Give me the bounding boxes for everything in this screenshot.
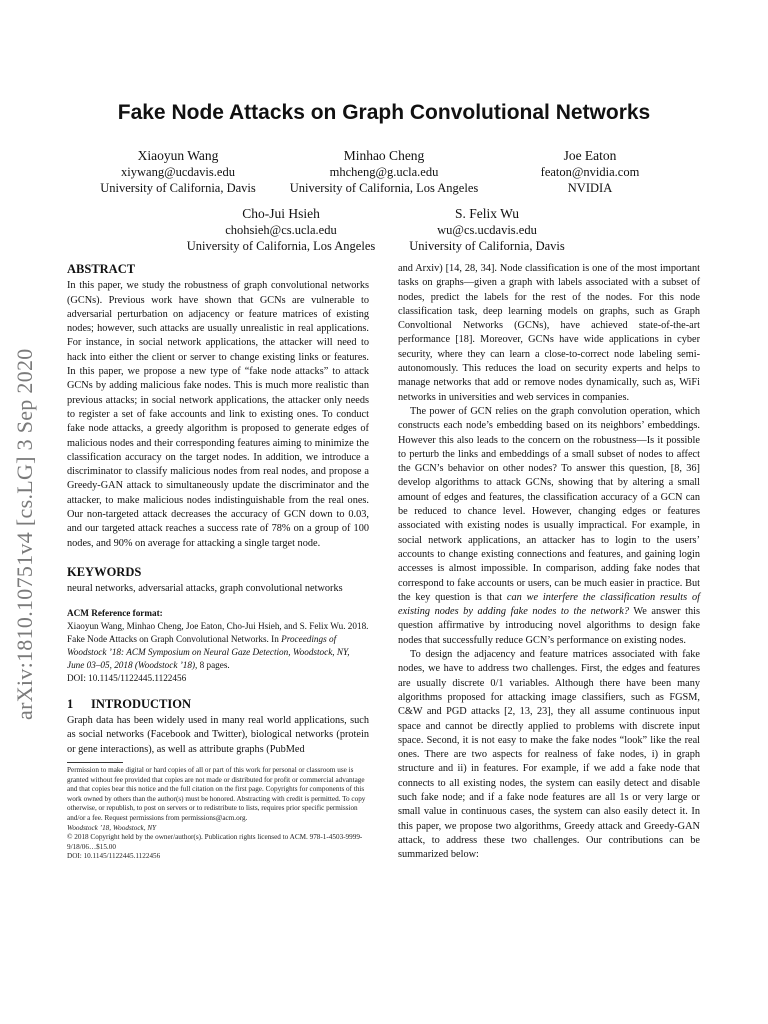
author-email: xiywang@ucdavis.edu: [121, 165, 235, 179]
acm-reference-pages: 8 pages.: [197, 659, 230, 670]
introduction-heading: [67, 697, 369, 711]
left-column: [67, 262, 369, 862]
author-name: Joe Eaton: [563, 148, 617, 163]
keywords-text: neural networks, adversarial attacks, graph convolutional networks: [67, 583, 343, 595]
author-block: [357, 205, 617, 254]
right-column: [398, 262, 700, 862]
footnote-rule: [67, 762, 123, 763]
author-name: Minhao Cheng: [343, 148, 425, 163]
abstract-heading: ABSTRACT: [67, 262, 136, 276]
acm-reference: [67, 620, 369, 685]
author-affiliation: University of California, Davis: [100, 181, 256, 195]
author-affiliation: University of California, Davis: [409, 239, 565, 253]
author-email: chohsieh@cs.ucla.edu: [225, 223, 337, 237]
footnote-doi: DOI: 10.1145/1122445.1122456: [67, 852, 161, 861]
abstract-text: In this paper, we study the robustness of graph convolutional networks (GCNs). Previous work have shown that GCNs are vulnerable to adversarial perturbation on adjacency or feature matrices of existing nodes; however, such attacks are usually unrealistic in real applications. For instance, in social network applications, the attacker will need to hack into either the client or server to change existing links or features. In this paper, we propose a new type of “fake node attacks” to attack GCNs by adding malicious fake nodes. This is much more realistic than previous attacks; in social network applications, the attacker only needs to register a set of fake accounts and link to existing ones. To conduct fake node attacks, a greedy algorithm is proposed to generate edges of malicious nodes and their corresponding features aiming to minimize the classification accuracy on the target nodes. In addition, we introduce a discriminator to classify malicious nodes from real nodes, and propose a Greedy-GAN attack to simultaneously update the discriminator and the attacker, to make malicious nodes indistinguishable from the real ones. Our non-targeted attack decreases the accuracy of GCN down to 0.03, and our targeted attack reaches a success rate of 78% on a group of 100 nodes, and 90% on average for attacking a single target node.: [67, 280, 369, 549]
author-affiliation: University of California, Los Angeles: [289, 181, 479, 195]
acm-reference-doi: DOI: 10.1145/1122445.1122456: [67, 672, 187, 683]
section-title: INTRODUCTION: [91, 696, 192, 711]
author-email: mhcheng@g.ucla.edu: [329, 165, 439, 179]
author-affiliation: NVIDIA: [567, 181, 613, 195]
author-affiliation: University of California, Los Angeles: [186, 239, 376, 253]
section-number: 1: [67, 696, 74, 711]
acm-reference-venue: Proceedings of Woodstock ’18: ACM Symposium on Neural Gaze Detection, Woodstock, NY, June 03–05, 2018 (Woodstock ’18),: [67, 633, 350, 670]
intro-paragraph: and Arxiv) [14, 28, 34]. Node classification is one of the most important tasks on graphs—given a graph with labels associated with a subset of nodes, predict the labels for the rest of the nodes. For this node classification task, deep learning models on graphs, such as Graph Convoltional Networks (GCNs), have achieved state-of-the-art performance [18]. Moreover, GCNs have wide applications in cyber security, where they can learn a close-to-correct node labeling semi-autonomously. This reduces the load on security experts and helps to manage networks that add or remove nodes dynamically, such as, WiFi networks in universities and web services in companies.: [398, 263, 700, 403]
author-email: wu@cs.ucdavis.edu: [437, 223, 537, 237]
acm-reference-heading: ACM Reference format:: [67, 607, 163, 618]
keywords-heading: KEYWORDS: [67, 564, 142, 579]
intro-paragraph: To design the adjacency and feature matrices associated with fake nodes, we have to address two challenges. First, the edges and features are usually discrete 0/1 variables. Although there have been many algorithms proposed for attacking image classifiers, such as FGSM, C&W and PGD attacks [2, 13, 23], they all assume continuous input space and cannot be directly applied to problems with discrete input space. Second, it is not easy to make the fake nodes “look” like the real ones. There are two aspects for realness of fake nodes, i) in graph structure and ii) in features. For example, if we add a fake node that connects to all existing nodes, the system can easily detect and disable such fake node; and if a fake node features are all 1s or very large or small value in continuous cases, the system can also easily detect it. In this paper, we propose two algorithms, Greedy attack and Greedy-GAN attack, to address these two challenges. Our contributions can be summarized below:: [398, 649, 700, 861]
intro-question: can we interfere the classification results of existing nodes by adding fake nodes to the network?: [398, 591, 700, 618]
paper-title: Fake Node Attacks on Graph Convolutional Networks: [117, 101, 651, 124]
author-name: Cho-Jui Hsieh: [242, 206, 320, 221]
author-email: featon@nvidia.com: [540, 165, 640, 179]
intro-paragraph: Graph data has been widely used in many real world applications, such as social networks (Facebook and Twitter), biological networks (protein or gene interactions), as well as attribute graphs (PubMed: [67, 715, 369, 755]
permission-notice: Permission to make digital or hard copies of all or part of this work for personal or classroom use is granted without fee provided that copies are not made or distributed for profit or commercial advantage and that copies bear this notice and the full citation on the first page. Copyrights for components of this work owned by others than the author(s) must be honored. Abstracting with credit is permitted. To copy otherwise, or republish, to post on servers or to redistribute to lists, requires prior specific permission and/or a fee. Request permissions from permissions@acm.org.: [67, 766, 366, 822]
author-name: Xiaoyun Wang: [137, 148, 219, 163]
acm-reference-authors: Xiaoyun Wang, Minhao Cheng, Joe Eaton, Cho-Jui Hsieh, and S. Felix Wu. 2018. Fake Node Attacks on Graph Convolutional Networks. In: [67, 620, 369, 644]
copyright-notice: © 2018 Copyright held by the owner/author(s). Publication rights licensed to ACM. 978-1-4503-9999-9/18/06…$15.00: [67, 833, 363, 851]
intro-paragraph: [398, 405, 700, 648]
author-block: [460, 147, 720, 196]
intro-text: The power of GCN relies on the graph convolution operation, which constructs each node’s embedding based on its neighbors’ embeddings. However this also leads to the concern on the robustness—Is it possible to perturb the links and embeddings of a small subset of nodes to affect the GCN’s behavior on other nodes? To answer this question, [8, 36] develop algorithms to attack GCNs, showing that by altering a small amount of edges and features, the classification accuracy of a GCN can be reduced to chance level. However, changing edges or features associated with existing nodes is usually impractical. For example, in social network applications, an attacker has to login to the users’ accounts to change existing connections and features, and gaining login accesses is almost impossible. In comparison, adding fake nodes that correspond to fake accounts or users, can be much easier in practice. But the key question is that: [398, 405, 700, 603]
author-name: S. Felix Wu: [454, 206, 520, 221]
intro-text: We answer this question affirmative by introducing novel algorithms to design fake nodes that successfully reduce GCN’s performance on existing nodes.: [398, 606, 700, 646]
footnote: [67, 766, 369, 862]
conference-venue: Woodstock ’18, Woodstock, NY: [67, 823, 157, 832]
arxiv-identifier: arXiv:1810.10751v4 [cs.LG] 3 Sep 2020: [12, 348, 37, 720]
